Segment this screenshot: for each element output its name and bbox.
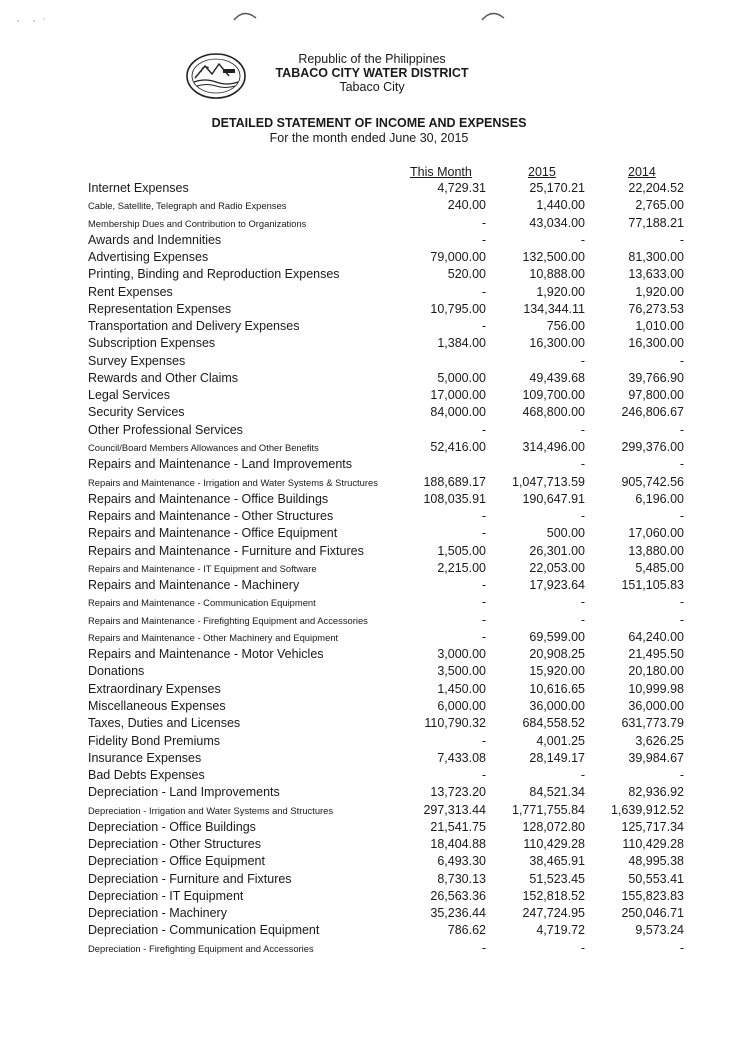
row-label: Rent Expenses bbox=[88, 284, 173, 299]
table-row bbox=[0, 491, 738, 508]
value-this-month: - bbox=[481, 595, 486, 610]
value-this-month: - bbox=[481, 215, 486, 230]
value-2015: 49,439.68 bbox=[529, 370, 585, 385]
value-2014: 97,800.00 bbox=[628, 388, 684, 403]
row-label: Transportation and Delivery Expenses bbox=[88, 319, 300, 334]
table-row bbox=[0, 612, 738, 629]
table-row bbox=[0, 353, 738, 370]
value-this-month: - bbox=[481, 284, 486, 299]
row-label: Legal Services bbox=[88, 388, 170, 403]
value-this-month: 6,000.00 bbox=[437, 698, 486, 713]
value-2015: 16,300.00 bbox=[529, 336, 585, 351]
value-this-month: - bbox=[481, 940, 486, 955]
row-label: Depreciation - Communication Equipment bbox=[88, 923, 320, 938]
table-row bbox=[0, 249, 738, 266]
value-2015: 500.00 bbox=[546, 526, 585, 541]
value-2014: 155,823.83 bbox=[621, 888, 684, 903]
value-2015: 756.00 bbox=[546, 319, 585, 334]
value-2014: 16,300.00 bbox=[628, 336, 684, 351]
value-2015: 51,523.45 bbox=[529, 871, 585, 886]
row-label: Membership Dues and Contribution to Organizations bbox=[88, 217, 307, 229]
water-district-logo-icon bbox=[185, 52, 247, 100]
table-row bbox=[0, 387, 738, 404]
table-row bbox=[0, 543, 738, 560]
value-2015: - bbox=[580, 509, 585, 524]
value-this-month: 3,000.00 bbox=[437, 647, 486, 662]
table-row bbox=[0, 560, 738, 577]
value-2014: - bbox=[679, 509, 684, 524]
value-2015: 1,920.00 bbox=[536, 284, 585, 299]
value-this-month: 17,000.00 bbox=[430, 388, 486, 403]
document-header bbox=[0, 52, 738, 112]
row-label: Depreciation - Machinery bbox=[88, 906, 227, 921]
value-this-month: 10,795.00 bbox=[430, 301, 486, 316]
value-2014: 50,553.41 bbox=[628, 871, 684, 886]
row-label: Repairs and Maintenance - IT Equipment and Software bbox=[88, 562, 317, 574]
value-2015: 128,072.80 bbox=[522, 819, 585, 834]
value-2014: 48,995.38 bbox=[628, 854, 684, 869]
value-2014: 21,495.50 bbox=[628, 647, 684, 662]
column-header-2015: 2015 bbox=[528, 165, 556, 179]
value-this-month: 79,000.00 bbox=[430, 250, 486, 265]
statement-title-block bbox=[0, 116, 738, 146]
value-this-month: 786.62 bbox=[447, 923, 486, 938]
table-row bbox=[0, 871, 738, 888]
statement-period: For the month ended June 30, 2015 bbox=[269, 131, 469, 145]
row-label: Repairs and Maintenance - Other Structures bbox=[88, 509, 334, 524]
expense-table bbox=[0, 180, 738, 957]
value-2015: - bbox=[580, 457, 585, 472]
value-2014: 299,376.00 bbox=[621, 439, 684, 454]
row-label: Repairs and Maintenance - Motor Vehicles bbox=[88, 647, 324, 662]
value-this-month: - bbox=[481, 629, 486, 644]
table-row bbox=[0, 215, 738, 232]
table-row bbox=[0, 422, 738, 439]
value-this-month: 2,215.00 bbox=[437, 560, 486, 575]
value-this-month: 110,790.32 bbox=[424, 716, 486, 731]
value-2015: 110,429.28 bbox=[523, 837, 585, 852]
value-this-month: 297,313.44 bbox=[423, 802, 486, 817]
row-label: Repairs and Maintenance - Furniture and Fixtures bbox=[88, 543, 364, 558]
value-this-month: 5,000.00 bbox=[437, 370, 486, 385]
table-row bbox=[0, 577, 738, 594]
row-label: Advertising Expenses bbox=[88, 250, 209, 265]
row-label: Depreciation - Other Structures bbox=[88, 837, 261, 852]
statement-title: DETAILED STATEMENT OF INCOME AND EXPENSES bbox=[211, 116, 527, 130]
value-2014: 76,273.53 bbox=[628, 301, 684, 316]
value-2015: - bbox=[580, 768, 585, 783]
table-row bbox=[0, 784, 738, 801]
value-2014: - bbox=[679, 353, 684, 368]
value-2015: - bbox=[580, 612, 585, 627]
row-label: Repairs and Maintenance - Other Machinery and Equipment bbox=[88, 631, 339, 643]
row-label: Repairs and Maintenance - Communication Equipment bbox=[88, 597, 316, 609]
value-2015: 10,616.65 bbox=[529, 681, 585, 696]
value-this-month: 52,416.00 bbox=[430, 439, 486, 454]
value-this-month: 7,433.08 bbox=[437, 750, 486, 765]
scan-specks bbox=[14, 16, 54, 24]
value-this-month: 1,505.00 bbox=[437, 543, 486, 558]
row-label: Miscellaneous Expenses bbox=[88, 698, 226, 713]
value-2015: 314,496.00 bbox=[522, 439, 585, 454]
value-2015: 4,719.72 bbox=[536, 923, 585, 938]
value-2014: 250,046.71 bbox=[621, 906, 684, 921]
row-label: Depreciation - Land Improvements bbox=[88, 785, 280, 800]
value-2015: - bbox=[580, 353, 585, 368]
value-2014: 1,639,912.52 bbox=[611, 802, 684, 817]
value-2014: 3,626.25 bbox=[635, 733, 684, 748]
value-2015: - bbox=[580, 595, 585, 610]
value-2015: 17,923.64 bbox=[529, 578, 585, 593]
value-2015: 1,047,713.59 bbox=[512, 474, 585, 489]
value-2015: 20,908.25 bbox=[529, 647, 585, 662]
value-2014: 2,765.00 bbox=[635, 198, 684, 213]
value-2015: 132,500.00 bbox=[522, 250, 585, 265]
value-2015: 15,920.00 bbox=[529, 664, 585, 679]
value-2014: 81,300.00 bbox=[628, 250, 684, 265]
row-label: Donations bbox=[88, 664, 145, 679]
value-2014: 1,010.00 bbox=[635, 319, 684, 334]
table-row bbox=[0, 663, 738, 680]
row-label: Council/Board Members Allowances and Other Benefits bbox=[88, 441, 319, 453]
value-2014: - bbox=[679, 457, 684, 472]
value-2015: 25,170.21 bbox=[529, 181, 585, 195]
value-2014: 5,485.00 bbox=[635, 560, 684, 575]
value-this-month: 240.00 bbox=[447, 198, 486, 213]
value-this-month: 21,541.75 bbox=[430, 819, 486, 834]
value-this-month: 4,729.31 bbox=[437, 181, 486, 195]
table-row bbox=[0, 819, 738, 836]
value-2014: 39,984.67 bbox=[628, 750, 684, 765]
value-2014: 905,742.56 bbox=[621, 474, 684, 489]
row-label: Repairs and Maintenance - Office Buildings bbox=[88, 491, 329, 506]
value-this-month: 520.00 bbox=[447, 267, 486, 282]
value-2014: 125,717.34 bbox=[621, 819, 684, 834]
value-2015: - bbox=[580, 422, 585, 437]
value-this-month: - bbox=[481, 733, 486, 748]
value-this-month: - bbox=[481, 509, 486, 524]
table-row bbox=[0, 318, 738, 335]
value-2015: 1,771,755.84 bbox=[512, 802, 585, 817]
row-label: Repairs and Maintenance - Land Improvements bbox=[88, 457, 353, 472]
row-label: Depreciation - Firefighting Equipment and Accessories bbox=[88, 942, 314, 954]
value-2014: 22,204.52 bbox=[628, 181, 684, 195]
value-this-month: 35,236.44 bbox=[430, 906, 486, 921]
table-row bbox=[0, 698, 738, 715]
value-2015: 26,301.00 bbox=[529, 543, 585, 558]
table-row bbox=[0, 853, 738, 870]
value-2015: 247,724.95 bbox=[522, 906, 585, 921]
value-this-month: - bbox=[481, 422, 486, 437]
row-label: Rewards and Other Claims bbox=[88, 370, 239, 385]
value-this-month: 8,730.13 bbox=[437, 871, 486, 886]
table-row bbox=[0, 888, 738, 905]
value-2015: 10,888.00 bbox=[529, 267, 585, 282]
value-this-month: 188,689.17 bbox=[423, 474, 486, 489]
row-label: Printing, Binding and Reproduction Expenses bbox=[88, 267, 340, 282]
value-this-month: 1,450.00 bbox=[437, 681, 486, 696]
table-row bbox=[0, 301, 738, 318]
value-2014: 10,999.98 bbox=[628, 681, 684, 696]
table-row bbox=[0, 284, 738, 301]
value-2015: 43,034.00 bbox=[529, 215, 585, 230]
value-2014: - bbox=[679, 940, 684, 955]
column-header-2014: 2014 bbox=[628, 165, 656, 179]
value-2015: 109,700.00 bbox=[522, 388, 585, 403]
row-label: Depreciation - Furniture and Fixtures bbox=[88, 871, 292, 886]
punch-hole-mark bbox=[480, 8, 506, 22]
value-this-month: - bbox=[481, 526, 486, 541]
value-2014: - bbox=[679, 768, 684, 783]
table-row bbox=[0, 439, 738, 456]
value-this-month: 108,035.91 bbox=[423, 491, 486, 506]
row-label: Depreciation - IT Equipment bbox=[88, 888, 244, 903]
table-row bbox=[0, 646, 738, 663]
table-row bbox=[0, 767, 738, 784]
value-2015: - bbox=[580, 232, 585, 247]
header-city: Tabaco City bbox=[339, 80, 405, 94]
table-row bbox=[0, 715, 738, 732]
row-label: Taxes, Duties and Licenses bbox=[88, 716, 241, 731]
table-row bbox=[0, 940, 738, 957]
header-republic: Republic of the Philippines bbox=[298, 52, 446, 66]
column-header-this-month: This Month bbox=[410, 165, 472, 179]
table-row bbox=[0, 180, 738, 197]
table-row bbox=[0, 508, 738, 525]
row-label: Security Services bbox=[88, 405, 185, 420]
table-row bbox=[0, 232, 738, 249]
value-2015: 38,465.91 bbox=[529, 854, 585, 869]
row-label: Representation Expenses bbox=[88, 301, 232, 316]
value-2014: 13,633.00 bbox=[628, 267, 684, 282]
table-row bbox=[0, 750, 738, 767]
row-label: Internet Expenses bbox=[88, 181, 189, 195]
value-this-month: 84,000.00 bbox=[430, 405, 486, 420]
row-label: Repairs and Maintenance - Office Equipment bbox=[88, 526, 338, 541]
table-row bbox=[0, 335, 738, 352]
value-2014: 246,806.67 bbox=[621, 405, 684, 420]
value-2015: 190,647.91 bbox=[522, 491, 585, 506]
table-row bbox=[0, 456, 738, 473]
row-label: Repairs and Maintenance - Irrigation and Water Systems & Structures bbox=[88, 476, 378, 488]
value-2014: 151,105.83 bbox=[621, 578, 684, 593]
row-label: Subscription Expenses bbox=[88, 336, 216, 351]
row-label: Repairs and Maintenance - Machinery bbox=[88, 578, 300, 593]
table-row bbox=[0, 836, 738, 853]
value-2015: 152,818.52 bbox=[522, 888, 585, 903]
value-2015: 1,440.00 bbox=[536, 198, 585, 213]
value-2015: 22,053.00 bbox=[529, 560, 585, 575]
row-label: Bad Debts Expenses bbox=[88, 768, 205, 783]
row-label: Depreciation - Office Equipment bbox=[88, 854, 265, 869]
value-this-month: - bbox=[481, 232, 486, 247]
table-row bbox=[0, 474, 738, 491]
row-label: Depreciation - Office Buildings bbox=[88, 819, 256, 834]
value-2014: 110,429.28 bbox=[622, 837, 684, 852]
value-2015: 84,521.34 bbox=[529, 785, 585, 800]
value-2015: 36,000.00 bbox=[529, 698, 585, 713]
value-this-month: 3,500.00 bbox=[437, 664, 486, 679]
value-2014: 64,240.00 bbox=[628, 629, 684, 644]
table-row bbox=[0, 629, 738, 646]
value-2015: 4,001.25 bbox=[536, 733, 585, 748]
value-2014: 1,920.00 bbox=[635, 284, 684, 299]
row-label: Repairs and Maintenance - Firefighting Equipment and Accessories bbox=[88, 614, 368, 626]
value-2015: 684,558.52 bbox=[522, 716, 585, 731]
punch-hole-mark bbox=[232, 8, 258, 22]
header-organization: TABACO CITY WATER DISTRICT bbox=[275, 66, 469, 80]
value-2014: 13,880.00 bbox=[628, 543, 684, 558]
value-2014: - bbox=[679, 422, 684, 437]
table-row bbox=[0, 733, 738, 750]
value-2014: - bbox=[679, 232, 684, 247]
value-2014: - bbox=[679, 595, 684, 610]
row-label: Cable, Satellite, Telegraph and Radio Expenses bbox=[88, 200, 287, 212]
table-row bbox=[0, 525, 738, 542]
table-row bbox=[0, 922, 738, 939]
value-this-month: 6,493.30 bbox=[437, 854, 486, 869]
value-this-month: - bbox=[481, 612, 486, 627]
value-this-month: 1,384.00 bbox=[437, 336, 486, 351]
value-this-month: - bbox=[481, 319, 486, 334]
row-label: Survey Expenses bbox=[88, 353, 186, 368]
value-2014: 20,180.00 bbox=[628, 664, 684, 679]
value-this-month: 18,404.88 bbox=[430, 837, 486, 852]
value-2015: 468,800.00 bbox=[522, 405, 585, 420]
value-this-month: 26,563.36 bbox=[430, 888, 486, 903]
table-row bbox=[0, 404, 738, 421]
value-2014: 9,573.24 bbox=[635, 923, 684, 938]
value-2015: - bbox=[580, 940, 585, 955]
value-2015: 134,344.11 bbox=[523, 301, 585, 316]
row-label: Awards and Indemnities bbox=[88, 232, 222, 247]
value-2014: 36,000.00 bbox=[628, 698, 684, 713]
table-row bbox=[0, 266, 738, 283]
table-row bbox=[0, 594, 738, 611]
value-2014: 39,766.90 bbox=[628, 370, 684, 385]
value-2014: - bbox=[679, 612, 684, 627]
table-row bbox=[0, 370, 738, 387]
value-2015: 28,149.17 bbox=[529, 750, 585, 765]
table-row bbox=[0, 905, 738, 922]
table-row bbox=[0, 681, 738, 698]
value-2014: 82,936.92 bbox=[628, 785, 684, 800]
value-2015: 69,599.00 bbox=[529, 629, 585, 644]
value-2014: 6,196.00 bbox=[635, 491, 684, 506]
value-2014: 17,060.00 bbox=[628, 526, 684, 541]
value-this-month: 13,723.20 bbox=[430, 785, 486, 800]
table-row bbox=[0, 802, 738, 819]
value-this-month: - bbox=[481, 768, 486, 783]
row-label: Other Professional Services bbox=[88, 422, 243, 437]
row-label: Extraordinary Expenses bbox=[88, 681, 221, 696]
row-label: Insurance Expenses bbox=[88, 750, 202, 765]
value-this-month: - bbox=[481, 578, 486, 593]
row-label: Depreciation - Irrigation and Water Systems and Structures bbox=[88, 804, 334, 816]
value-2014: 77,188.21 bbox=[628, 215, 684, 230]
row-label: Fidelity Bond Premiums bbox=[88, 733, 220, 748]
table-row bbox=[0, 197, 738, 214]
value-2014: 631,773.79 bbox=[621, 716, 684, 731]
